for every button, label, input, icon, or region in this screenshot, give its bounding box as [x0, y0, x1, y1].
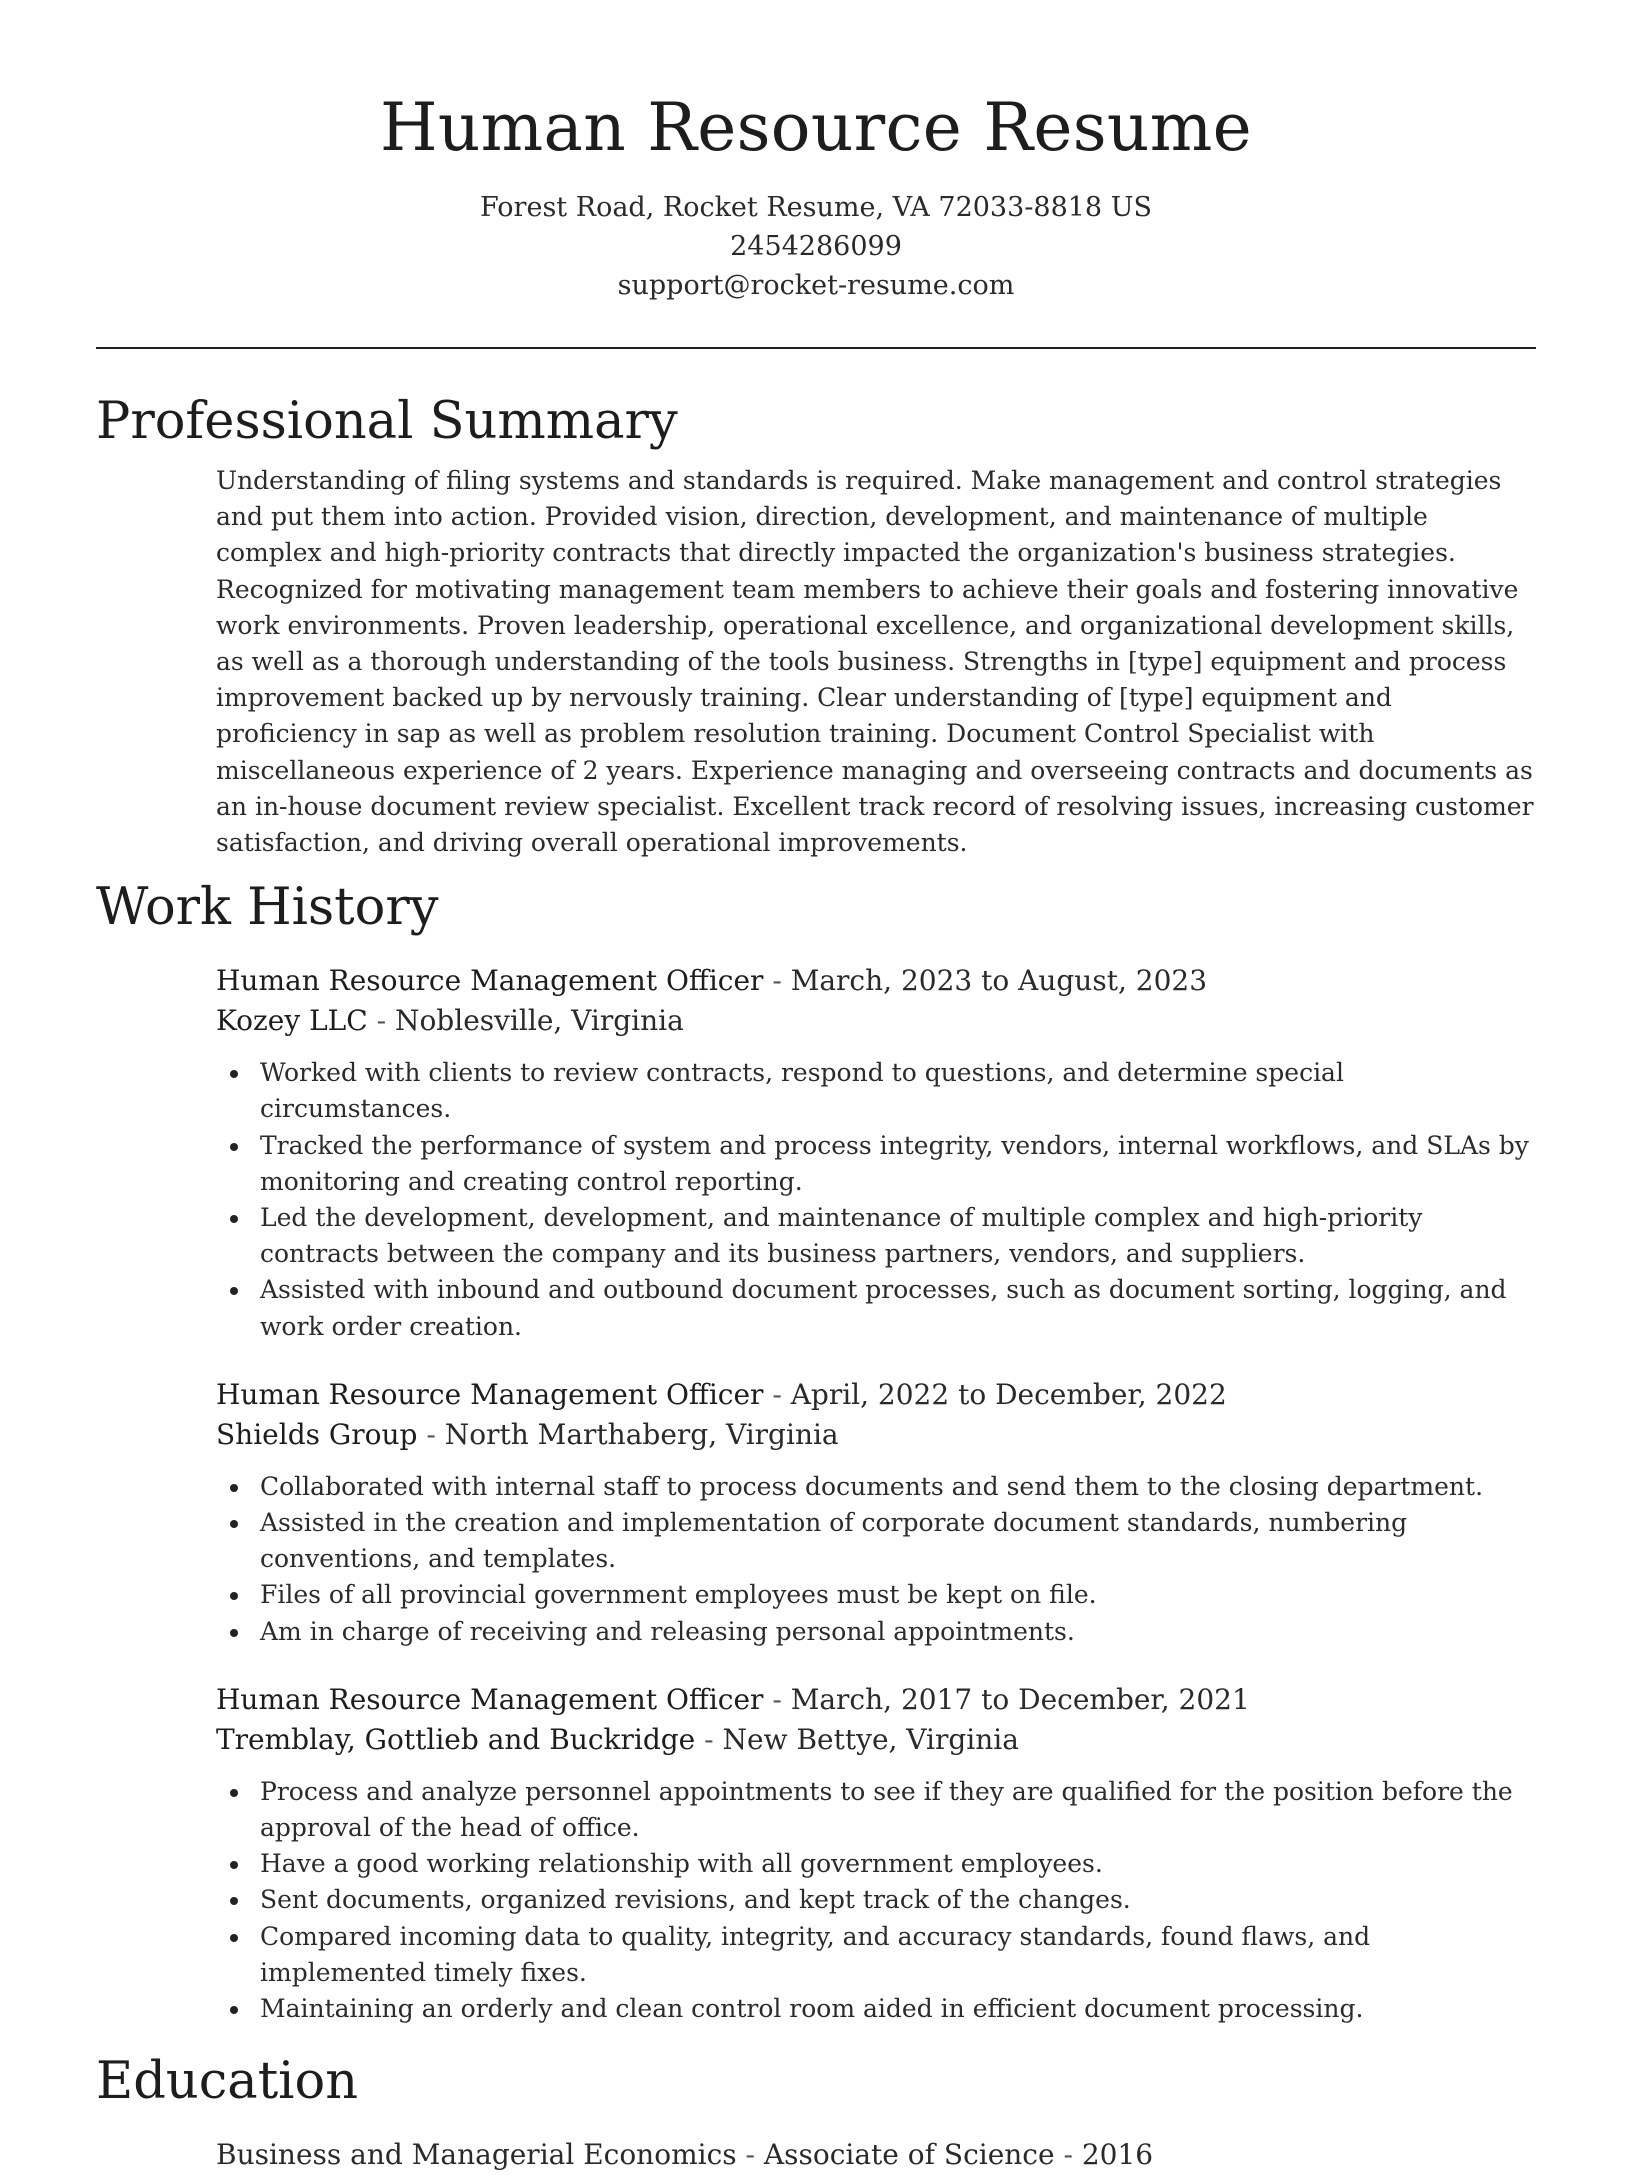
job-company-line	[216, 1001, 1536, 1041]
job-dates: March, 2017 to December, 2021	[790, 1682, 1250, 1716]
job-bullet: Have a good working relationship with all government employees.	[260, 1846, 1536, 1882]
job-bullet: Worked with clients to review contracts, respond to questions, and determine special circumstances.	[260, 1055, 1536, 1127]
job-bullet: Tracked the performance of system and process integrity, vendors, internal workflows, and SLAs by monitoring and creating control reporting.	[260, 1128, 1536, 1200]
job-bullet: Collaborated with internal staff to process documents and send them to the closing department.	[260, 1469, 1536, 1505]
education-field: Business and Managerial Economics	[216, 2138, 737, 2172]
education-list	[96, 2135, 1536, 2175]
job-location: Noblesville, Virginia	[394, 1004, 684, 1038]
separator: -	[736, 2138, 764, 2172]
job-dates: March, 2023 to August, 2023	[790, 964, 1208, 998]
education-section	[96, 2049, 1536, 2175]
job-role: Human Resource Management Officer	[216, 1682, 764, 1716]
job-title-line	[216, 1680, 1536, 1720]
separator: -	[763, 1682, 791, 1716]
job-bullet: Maintaining an orderly and clean control room aided in efficient document processing.	[260, 1991, 1536, 2027]
job-bullet: Assisted with inbound and outbound document processes, such as document sorting, logging, and work order creation.	[260, 1272, 1536, 1344]
job-title-line	[216, 961, 1536, 1001]
job-role: Human Resource Management Officer	[216, 964, 764, 998]
summary-heading: Professional Summary	[96, 392, 678, 451]
job-role: Human Resource Management Officer	[216, 1377, 764, 1411]
job-entry	[216, 961, 1536, 1345]
job-bullet: Am in charge of receiving and releasing personal appointments.	[260, 1614, 1536, 1650]
header-divider	[96, 347, 1536, 349]
contact-phone: 2454286099	[730, 231, 902, 262]
job-location: New Bettye, Virginia	[722, 1722, 1019, 1756]
job-company: Shields Group	[216, 1417, 418, 1451]
job-company-line	[216, 1415, 1536, 1455]
separator: -	[417, 1417, 445, 1451]
job-entry	[216, 1680, 1536, 2027]
job-bullet: Assisted in the creation and implementation of corporate document standards, numbering conventions, and templates.	[260, 1505, 1536, 1577]
education-degree: Associate of Science	[763, 2138, 1055, 2172]
separator: -	[1054, 2138, 1082, 2172]
job-bullet: Compared incoming data to quality, integrity, and accuracy standards, found flaws, and implemented timely fixes.	[260, 1919, 1536, 1991]
job-location: North Marthaberg, Virginia	[444, 1417, 839, 1451]
separator: -	[367, 1004, 395, 1038]
job-bullet: Files of all provincial government employees must be kept on file.	[260, 1577, 1536, 1613]
job-company: Kozey LLC	[216, 1004, 368, 1038]
work-history-section	[96, 875, 1536, 2027]
job-bullet: Process and analyze personnel appointments to see if they are qualified for the position before the approval of the head of office.	[260, 1774, 1536, 1846]
contact-email: support@rocket-resume.com	[617, 270, 1015, 301]
resume-header	[96, 0, 1536, 305]
job-title-line	[216, 1375, 1536, 1415]
education-year: 2016	[1081, 2138, 1154, 2172]
job-company: Tremblay, Gottlieb and Buckridge	[216, 1722, 696, 1756]
separator: -	[763, 964, 791, 998]
summary-text: Understanding of filing systems and standards is required. Make management and control strategies and put them into action. Provided vision, direction, development, and maintenance of multiple complex and high-priority contracts that directly impacted the organization's business strategies. Recognized for motivating management team members to achieve their goals and fostering innovative work environments. Proven leadership, operational excellence, and organizational development skills, as well as a thorough understanding of the tools business. Strengths in [type] equipment and process improvement backed up by nervously training. Clear understanding of [type] equipment and proficiency in sap as well as problem resolution training. Document Control Specialist with miscellaneous experience of 2 years. Experience managing and overseeing contracts and documents as an in-house document review specialist. Excellent track record of resolving issues, increasing customer satisfaction, and driving overall operational improvements.	[216, 466, 1534, 858]
contact-address: Forest Road, Rocket Resume, VA 72033-8818 US	[480, 192, 1152, 223]
job-dates: April, 2022 to December, 2022	[790, 1377, 1227, 1411]
education-heading: Education	[96, 2052, 359, 2112]
work-history-heading: Work History	[96, 878, 439, 938]
job-bullet-list	[216, 1469, 1536, 1650]
job-bullet: Sent documents, organized revisions, and kept track of the changes.	[260, 1882, 1536, 1918]
separator: -	[695, 1722, 723, 1756]
jobs-list	[96, 961, 1536, 2027]
job-bullet-list	[216, 1055, 1536, 1345]
separator: -	[763, 1377, 791, 1411]
resume-page	[96, 0, 1536, 2175]
job-bullet-list	[216, 1774, 1536, 2027]
job-company-line	[216, 1720, 1536, 1760]
resume-title: Human Resource Resume	[380, 89, 1252, 166]
education-entry	[216, 2135, 1536, 2175]
summary-section	[96, 389, 1536, 861]
job-bullet: Led the development, development, and maintenance of multiple complex and high-priority contracts between the company and its business partners, vendors, and suppliers.	[260, 1200, 1536, 1272]
job-entry	[216, 1375, 1536, 1650]
